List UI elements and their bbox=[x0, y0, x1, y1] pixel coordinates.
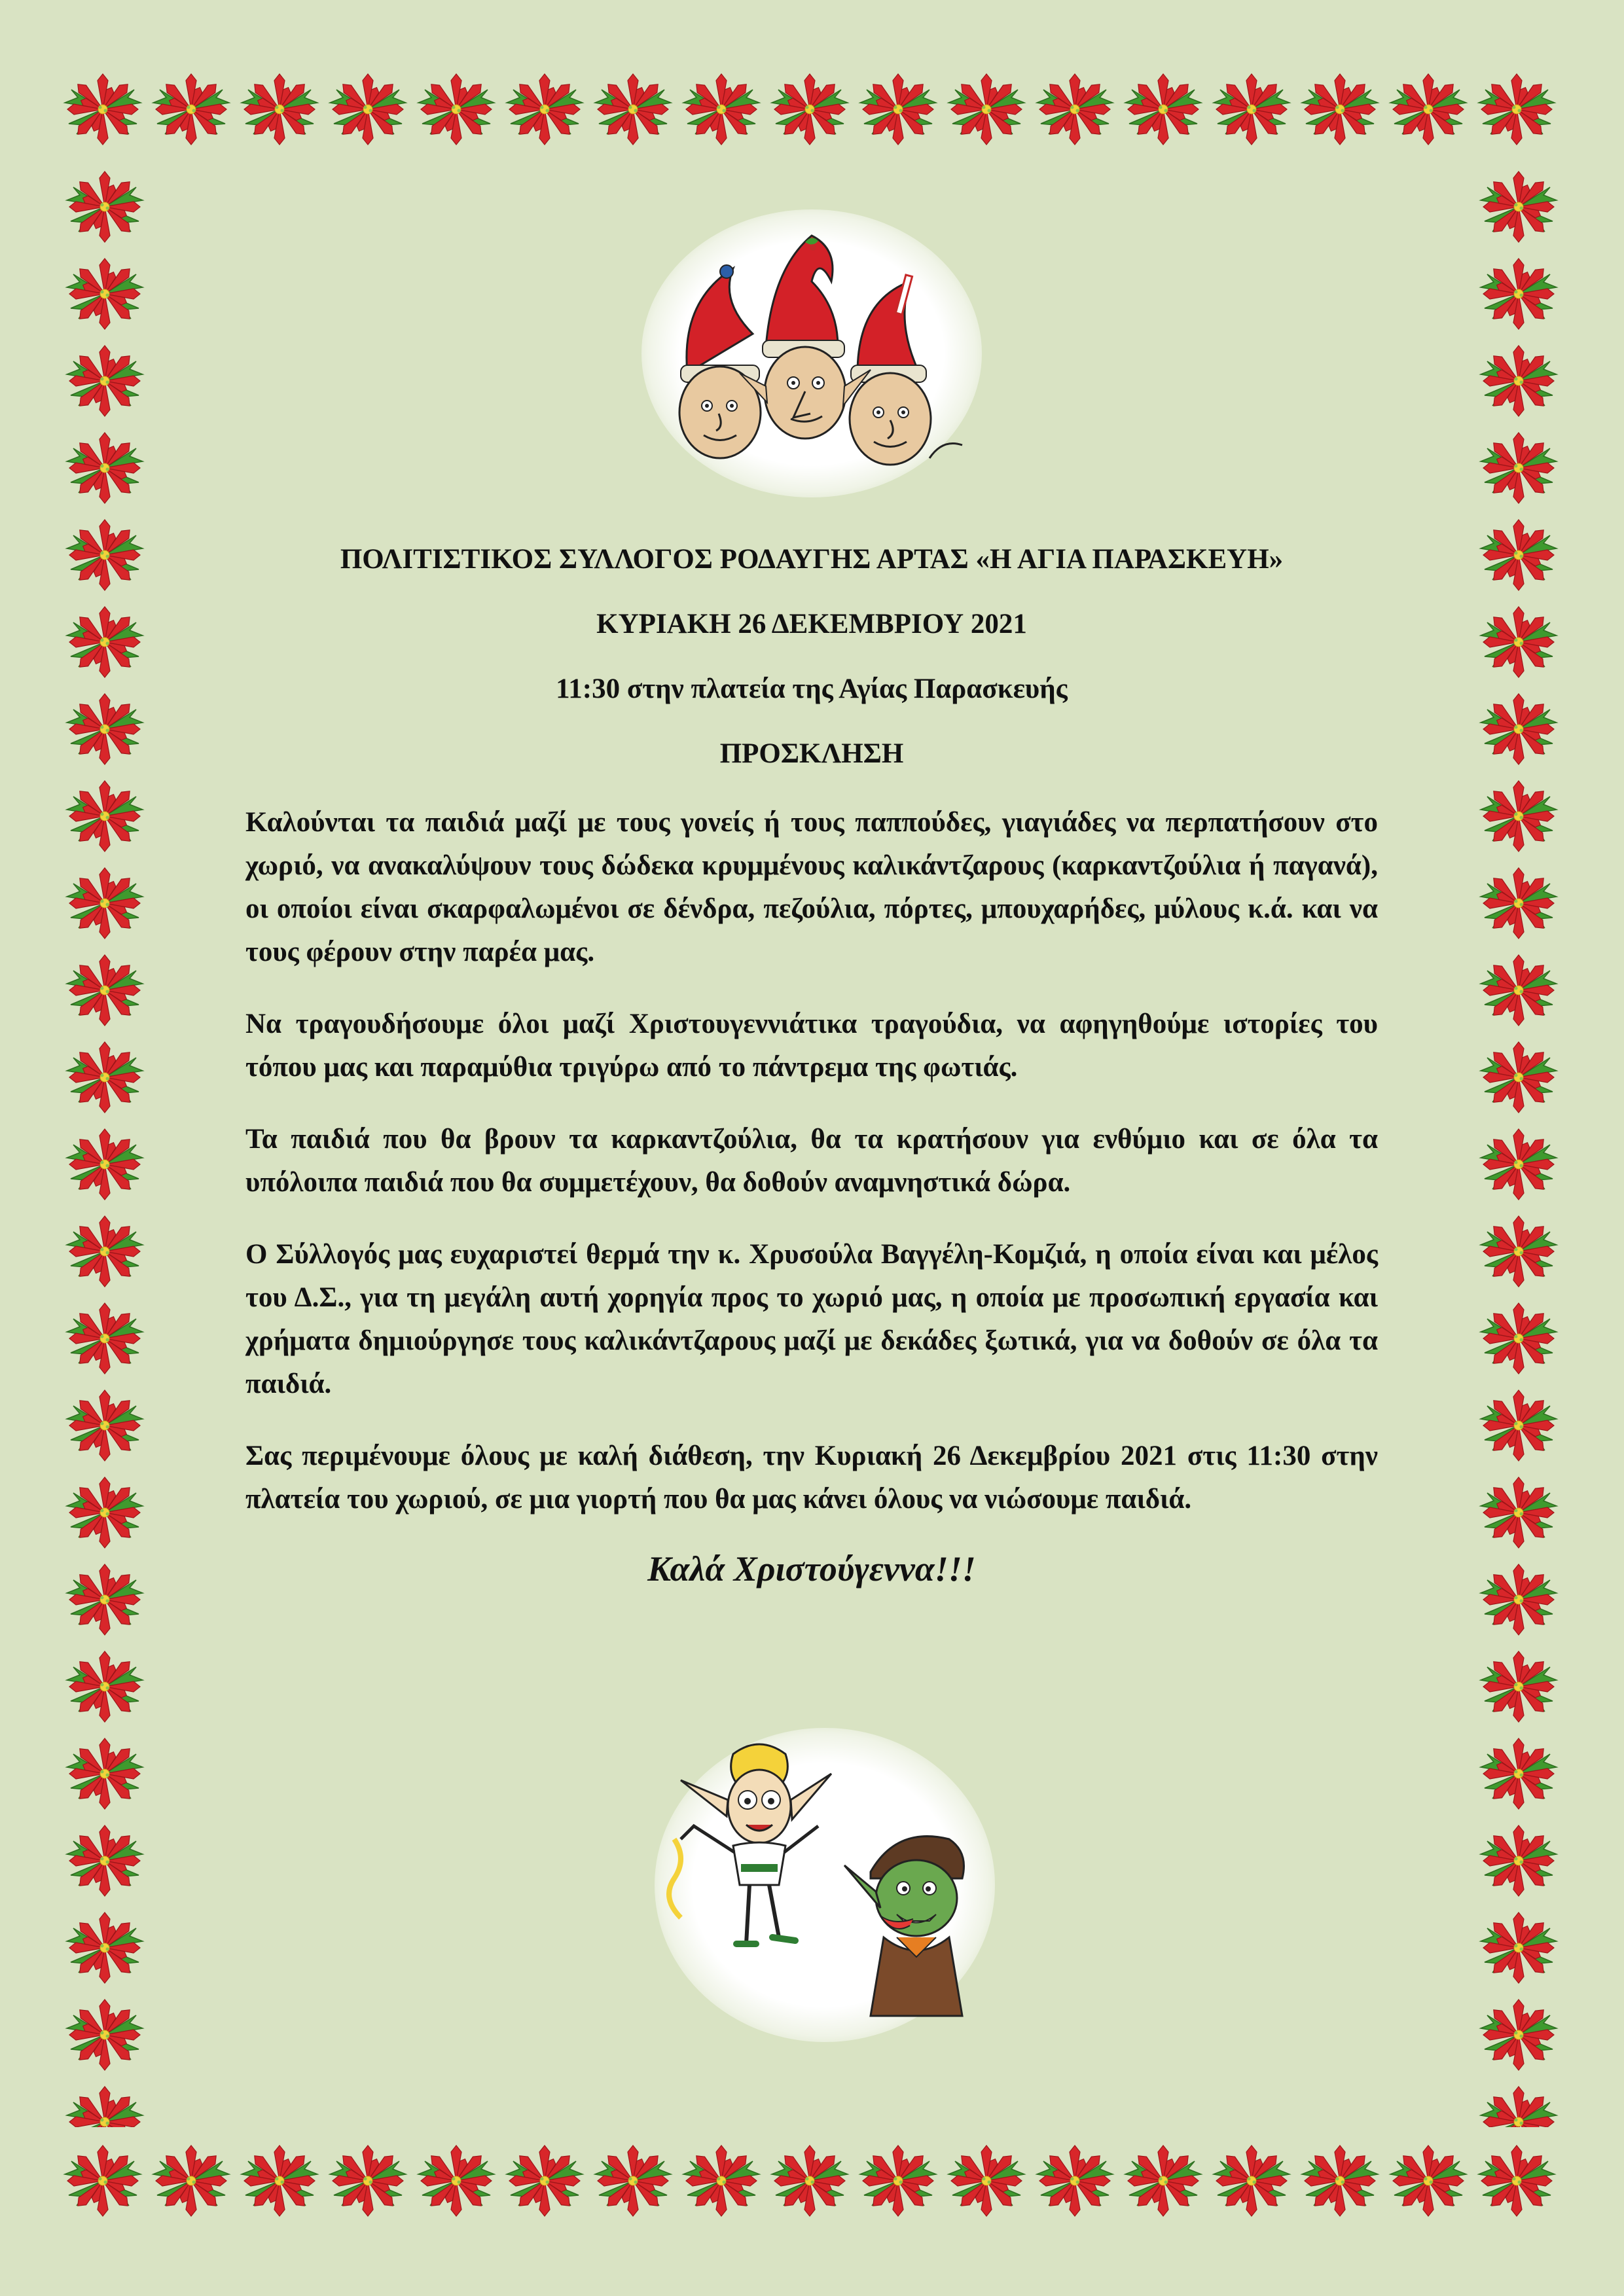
christmas-greeting: Καλά Χριστούγεννα!!! bbox=[647, 1549, 976, 1588]
poinsettia-border-top bbox=[59, 56, 1565, 164]
body-paragraph: Σας περιμένουμε όλους με καλή διάθεση, την Κυριακή 26 Δεκεμβρίου 2021 στις 11:30 στην πλατεία του χωριού, σε μια γιορτή που θα μας κάνει όλους να νιώσουμε παιδιά. bbox=[245, 1441, 1378, 1515]
invitation-heading: ΠΡΟΣΚΛΗΣΗ bbox=[719, 738, 904, 769]
body-paragraph: Καλούνται τα παιδιά μαζί με τους γονείς ή τους παππούδες, γιαγιάδες να περπατήσουν στο χωριό, να ανακαλύψουν τους δώδεκα κρυμμένους καλικάντζαρους (καρκαντζούλια ή παγανά), οι οποίοι είναι σκαρφαλωμένοι σε δένδρα, πεζούλια, πόρτες, μπουχαρήδες, μύλους κ.ά. και να τους φέρουν στην παρέα μας. bbox=[245, 807, 1378, 967]
poinsettia-icon bbox=[59, 164, 151, 2127]
event-date: ΚΥΡΙΑΚΗ 26 ΔΕΚΕΜΒΡΙΟΥ 2021 bbox=[596, 609, 1027, 639]
poinsettia-border-right bbox=[1473, 164, 1564, 2127]
poinsettia-icon bbox=[59, 2127, 1565, 2238]
body-paragraph: Τα παιδιά που θα βρουν τα καρκαντζούλια, θα τα κρατήσουν για ενθύμιο και σε όλα τα υπόλοιπα παιδιά που θα συμμετέχουν, θα δοθούν αναμνηστικά δώρα. bbox=[245, 1124, 1378, 1198]
poinsettia-icon bbox=[1473, 164, 1564, 2127]
organization-title: ΠΟΛΙΤΙΣΤΙΚΟΣ ΣΥΛΛΟΓΟΣ ΡΟΔΑΥΓΗΣ ΑΡΤΑΣ «Η ΑΓΙΑ ΠΑΡΑΣΚΕΥΗ» bbox=[340, 544, 1284, 575]
goblins-illustration bbox=[641, 209, 982, 497]
poinsettia-icon bbox=[59, 56, 1565, 164]
elf-and-goblin-image bbox=[655, 1728, 995, 2042]
goblins-with-santa-hats-image bbox=[641, 209, 982, 497]
body-paragraph: Να τραγουδήσουμε όλοι μαζί Χριστουγεννιάτικα τραγούδια, να αφηγηθούμε ιστορίες του τόπου μας και παραμύθια τριγύρω από το πάντρεμα της φωτιάς. bbox=[245, 1009, 1378, 1083]
event-time-location: 11:30 στην πλατεία της Αγίας Παρασκευής bbox=[556, 673, 1068, 704]
body-paragraph: Ο Σύλλογός μας ευχαριστεί θερμά την κ. Χρυσούλα Βαγγέλη-Κομζιά, η οποία είναι και μέλος του Δ.Σ., για τη μεγάλη αυτή χορηγία προς το χωριό μας, η οποία με προσωπική εργασία και χρήματα δημιούργησε τους καλικάντζαρους μαζί με δεκάδες ξωτικά, για να δοθούν σε όλα τα παιδιά. bbox=[245, 1239, 1378, 1399]
poinsettia-border-left bbox=[59, 164, 151, 2127]
elf-goblin-illustration bbox=[655, 1728, 995, 2042]
poinsettia-border-bottom bbox=[59, 2127, 1565, 2238]
